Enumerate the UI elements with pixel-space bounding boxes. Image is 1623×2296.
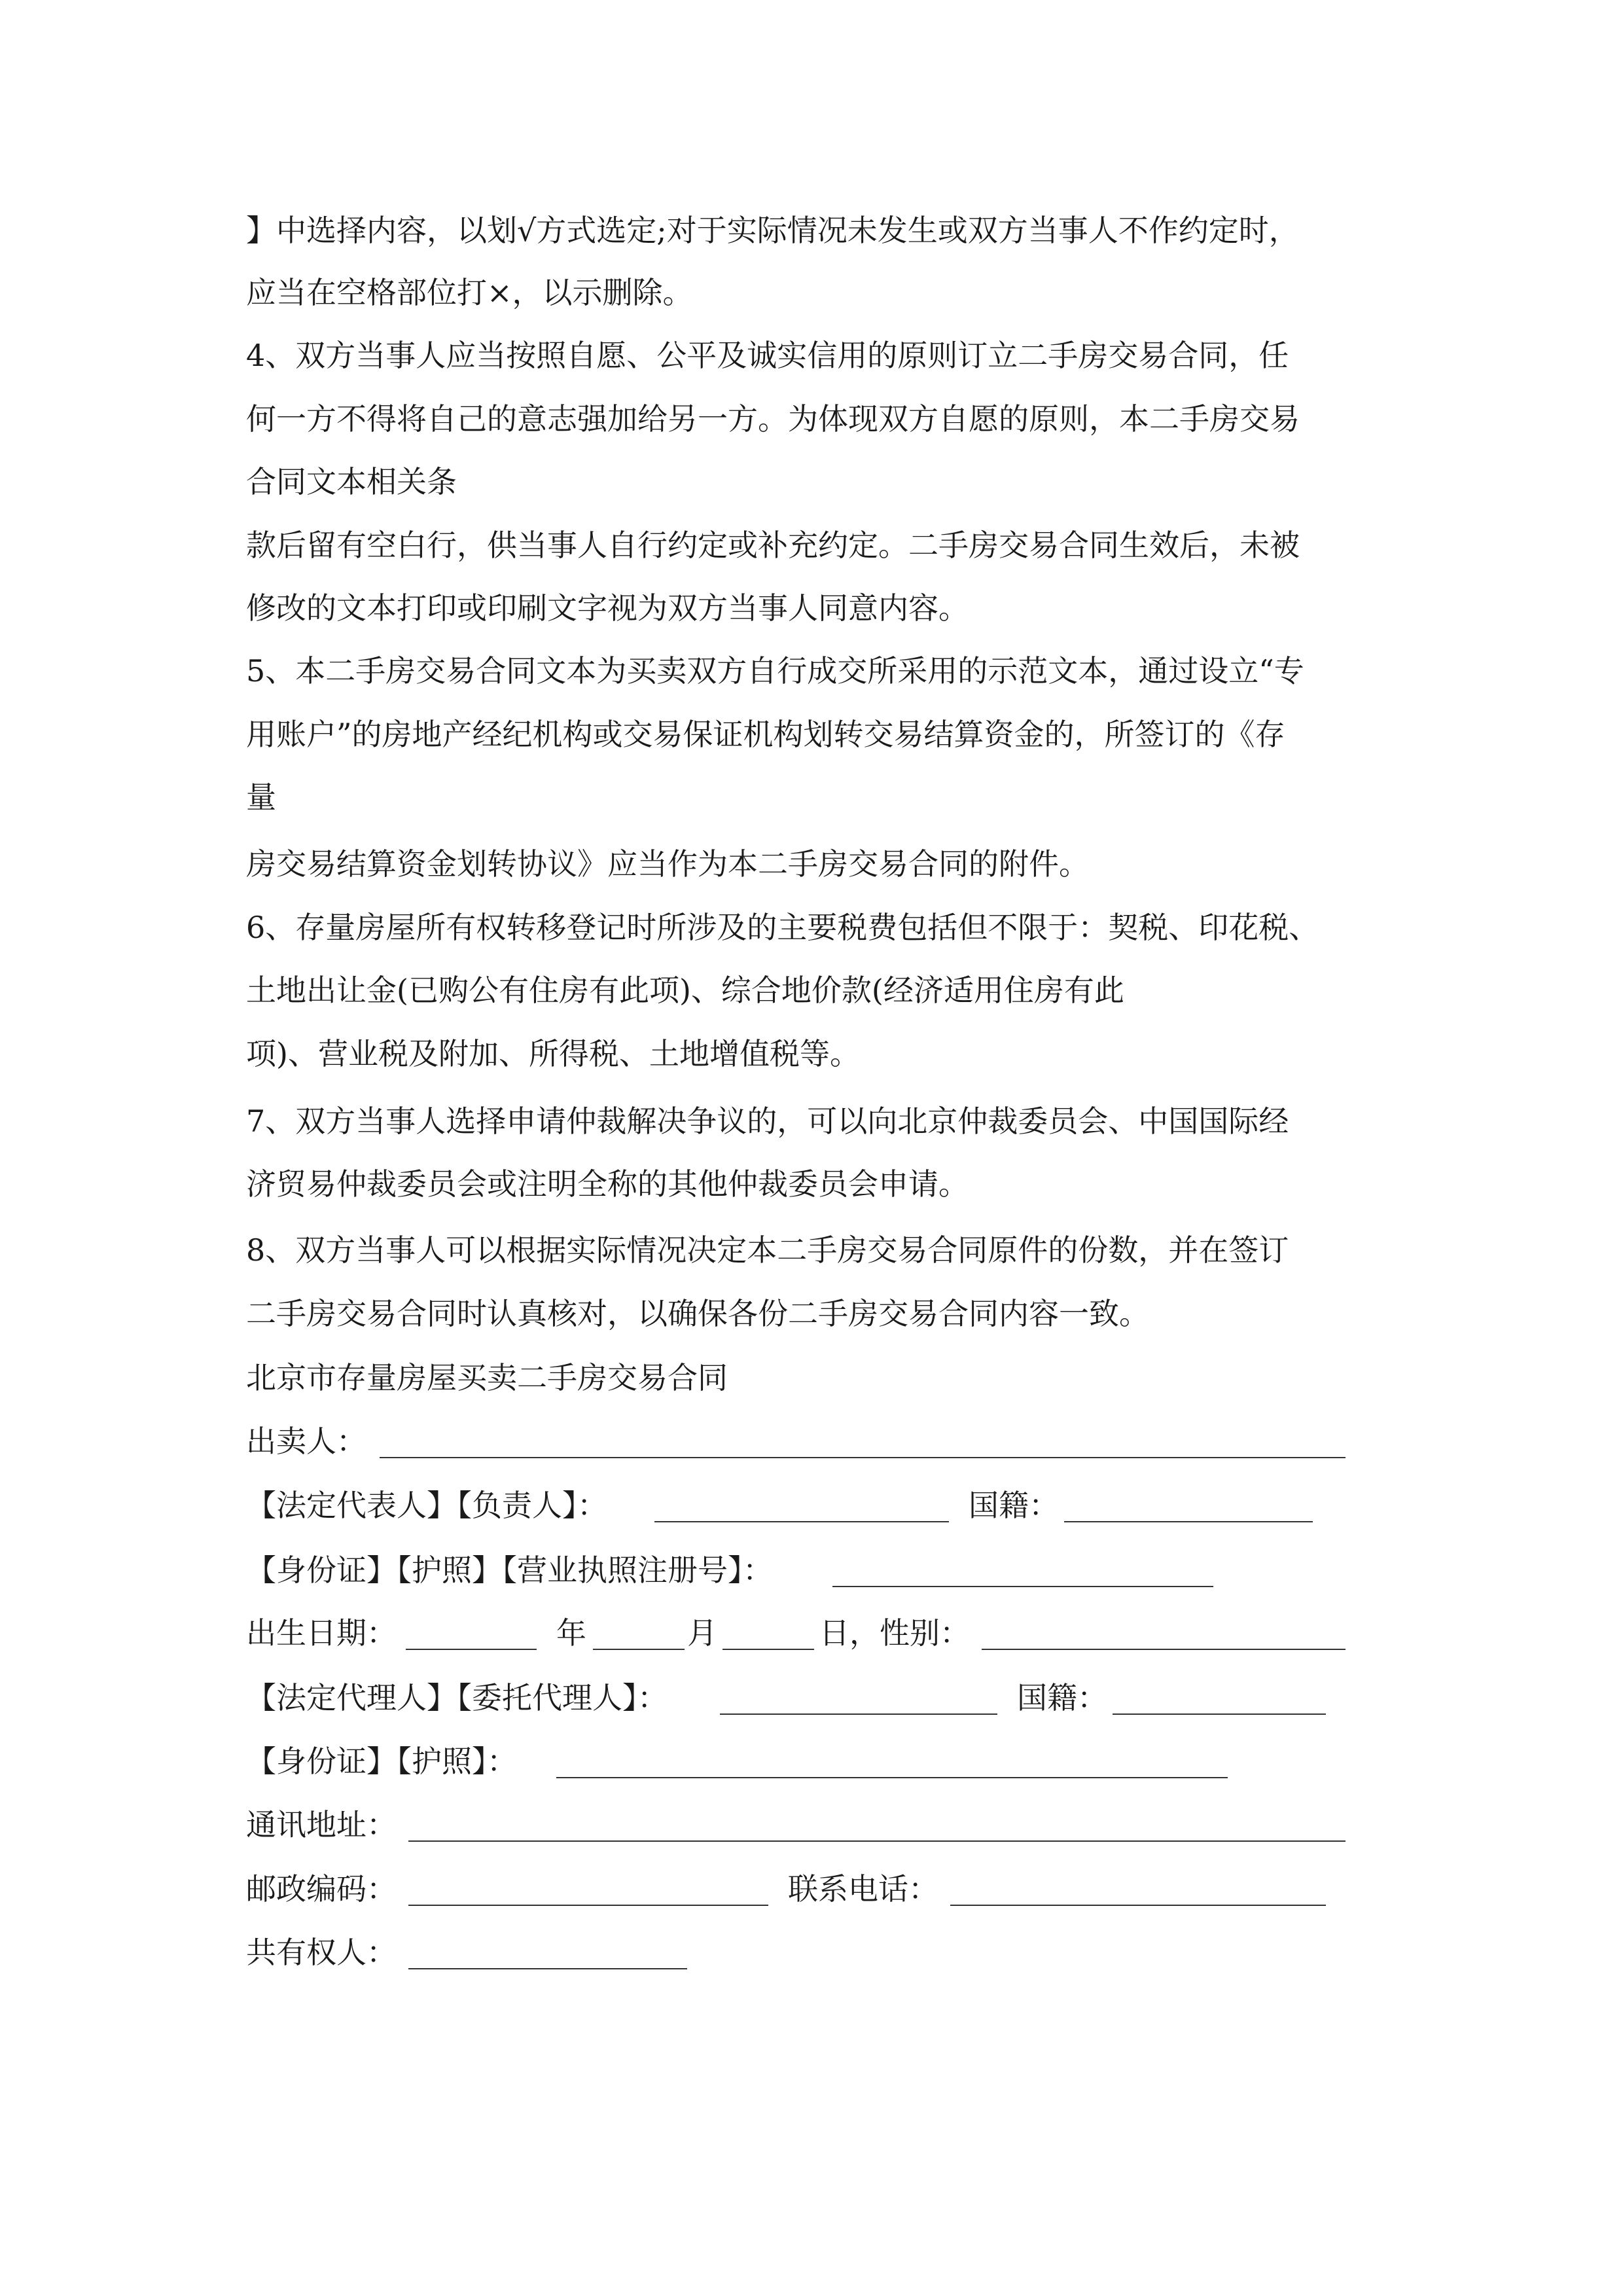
address-label: 通讯地址：	[246, 1807, 397, 1842]
agent-field[interactable]	[720, 1713, 997, 1715]
id-license-row	[246, 1551, 1215, 1590]
paragraph-line: 7、双方当事人选择申请仲裁解决争议的，可以向北京仲裁委员会、中国国际经	[246, 1103, 1289, 1139]
co-owner-label: 共有权人：	[246, 1935, 397, 1970]
legal-rep-label: 【法定代表人】【负责人】：	[246, 1488, 607, 1523]
agent-id-field[interactable]	[556, 1777, 1228, 1778]
paragraph-line: 修改的文本打印或印刷文字视为双方当事人同意内容。	[246, 590, 969, 626]
paragraph-line: 量	[246, 780, 276, 815]
birth-day-field[interactable]	[722, 1649, 814, 1650]
co-owner-field[interactable]	[408, 1968, 687, 1969]
paragraph-line: 济贸易仲裁委员会或注明全称的其他仲裁委员会申请。	[246, 1166, 969, 1202]
paragraph-line: 8、双方当事人可以根据实际情况决定本二手房交易合同原件的份数，并在签订	[246, 1232, 1289, 1268]
phone-label: 联系电话：	[788, 1871, 938, 1907]
id-license-label: 【身份证】【护照】【营业执照注册号】：	[246, 1552, 773, 1588]
address-field[interactable]	[408, 1840, 1346, 1842]
postcode-label: 邮政编码：	[246, 1871, 397, 1907]
birth-label: 出生日期：	[246, 1615, 397, 1651]
paragraph-line: 用账户”的房地产经纪机构或交易保证机构划转交易结算资金的，所签订的《存	[246, 717, 1285, 752]
nationality-field[interactable]	[1064, 1521, 1313, 1522]
paragraph-line: 5、本二手房交易合同文本为买卖双方自行成交所采用的示范文本，通过设立“专	[246, 653, 1304, 689]
agent-row	[246, 1678, 1326, 1717]
birth-row	[246, 1613, 1346, 1653]
paragraph-line: 何一方不得将自己的意志强加给另一方。为体现双方自愿的原则，本二手房交易	[246, 401, 1300, 437]
paragraph-line: 】中选择内容，以划√方式选定;对于实际情况未发生或双方当事人不作约定时，	[246, 213, 1299, 248]
day-gender-label: 日，性别：	[819, 1615, 970, 1651]
address-row	[246, 1805, 1346, 1844]
id-license-field[interactable]	[832, 1586, 1213, 1587]
month-label: 月	[687, 1615, 717, 1651]
phone-field[interactable]	[950, 1905, 1326, 1906]
contact-row	[246, 1869, 1326, 1909]
paragraph-line: 合同文本相关条	[246, 464, 457, 499]
legal-rep-row	[246, 1486, 1313, 1525]
seller-field[interactable]	[380, 1457, 1346, 1458]
paragraph-line: 4、双方当事人应当按照自愿、公平及诚实信用的原则订立二手房交易合同，任	[246, 338, 1289, 373]
birth-month-field[interactable]	[593, 1649, 685, 1650]
nationality-label-2: 国籍：	[1017, 1680, 1107, 1715]
seller-label: 出卖人：	[246, 1424, 366, 1459]
agent-id-label: 【身份证】【护照】：	[246, 1744, 517, 1779]
paragraph-line: 房交易结算资金划转协议》应当作为本二手房交易合同的附件。	[246, 846, 1089, 882]
paragraph-line: 款后留有空白行，供当事人自行约定或补充约定。二手房交易合同生效后，未被	[246, 528, 1300, 563]
paragraph-line: 应当在空格部位打×，以示删除。	[246, 275, 693, 310]
birth-year-field[interactable]	[406, 1649, 537, 1650]
gender-field[interactable]	[982, 1649, 1346, 1650]
paragraph-line: 项)、营业税及附加、所得税、土地增值税等。	[246, 1036, 860, 1071]
paragraph-line: 土地出让金(已购公有住房有此项)、综合地价款(经济适用住房有此	[246, 973, 1124, 1008]
nationality-label: 国籍：	[969, 1488, 1059, 1523]
paragraph-line: 二手房交易合同时认真核对，以确保各份二手房交易合同内容一致。	[246, 1296, 1149, 1331]
contract-title: 北京市存量房屋买卖二手房交易合同	[246, 1360, 728, 1395]
seller-row	[246, 1422, 1346, 1461]
agent-nationality-field[interactable]	[1113, 1713, 1326, 1715]
agent-label: 【法定代理人】【委托代理人】：	[246, 1680, 668, 1715]
paragraph-line: 6、存量房屋所有权转移登记时所涉及的主要税费包括但不限于：契税、印花税、	[246, 910, 1319, 945]
legal-rep-field[interactable]	[654, 1521, 949, 1522]
year-label: 年	[556, 1615, 586, 1651]
agent-id-row	[246, 1742, 1228, 1781]
postcode-field[interactable]	[408, 1905, 768, 1906]
co-owner-row	[246, 1933, 691, 1972]
